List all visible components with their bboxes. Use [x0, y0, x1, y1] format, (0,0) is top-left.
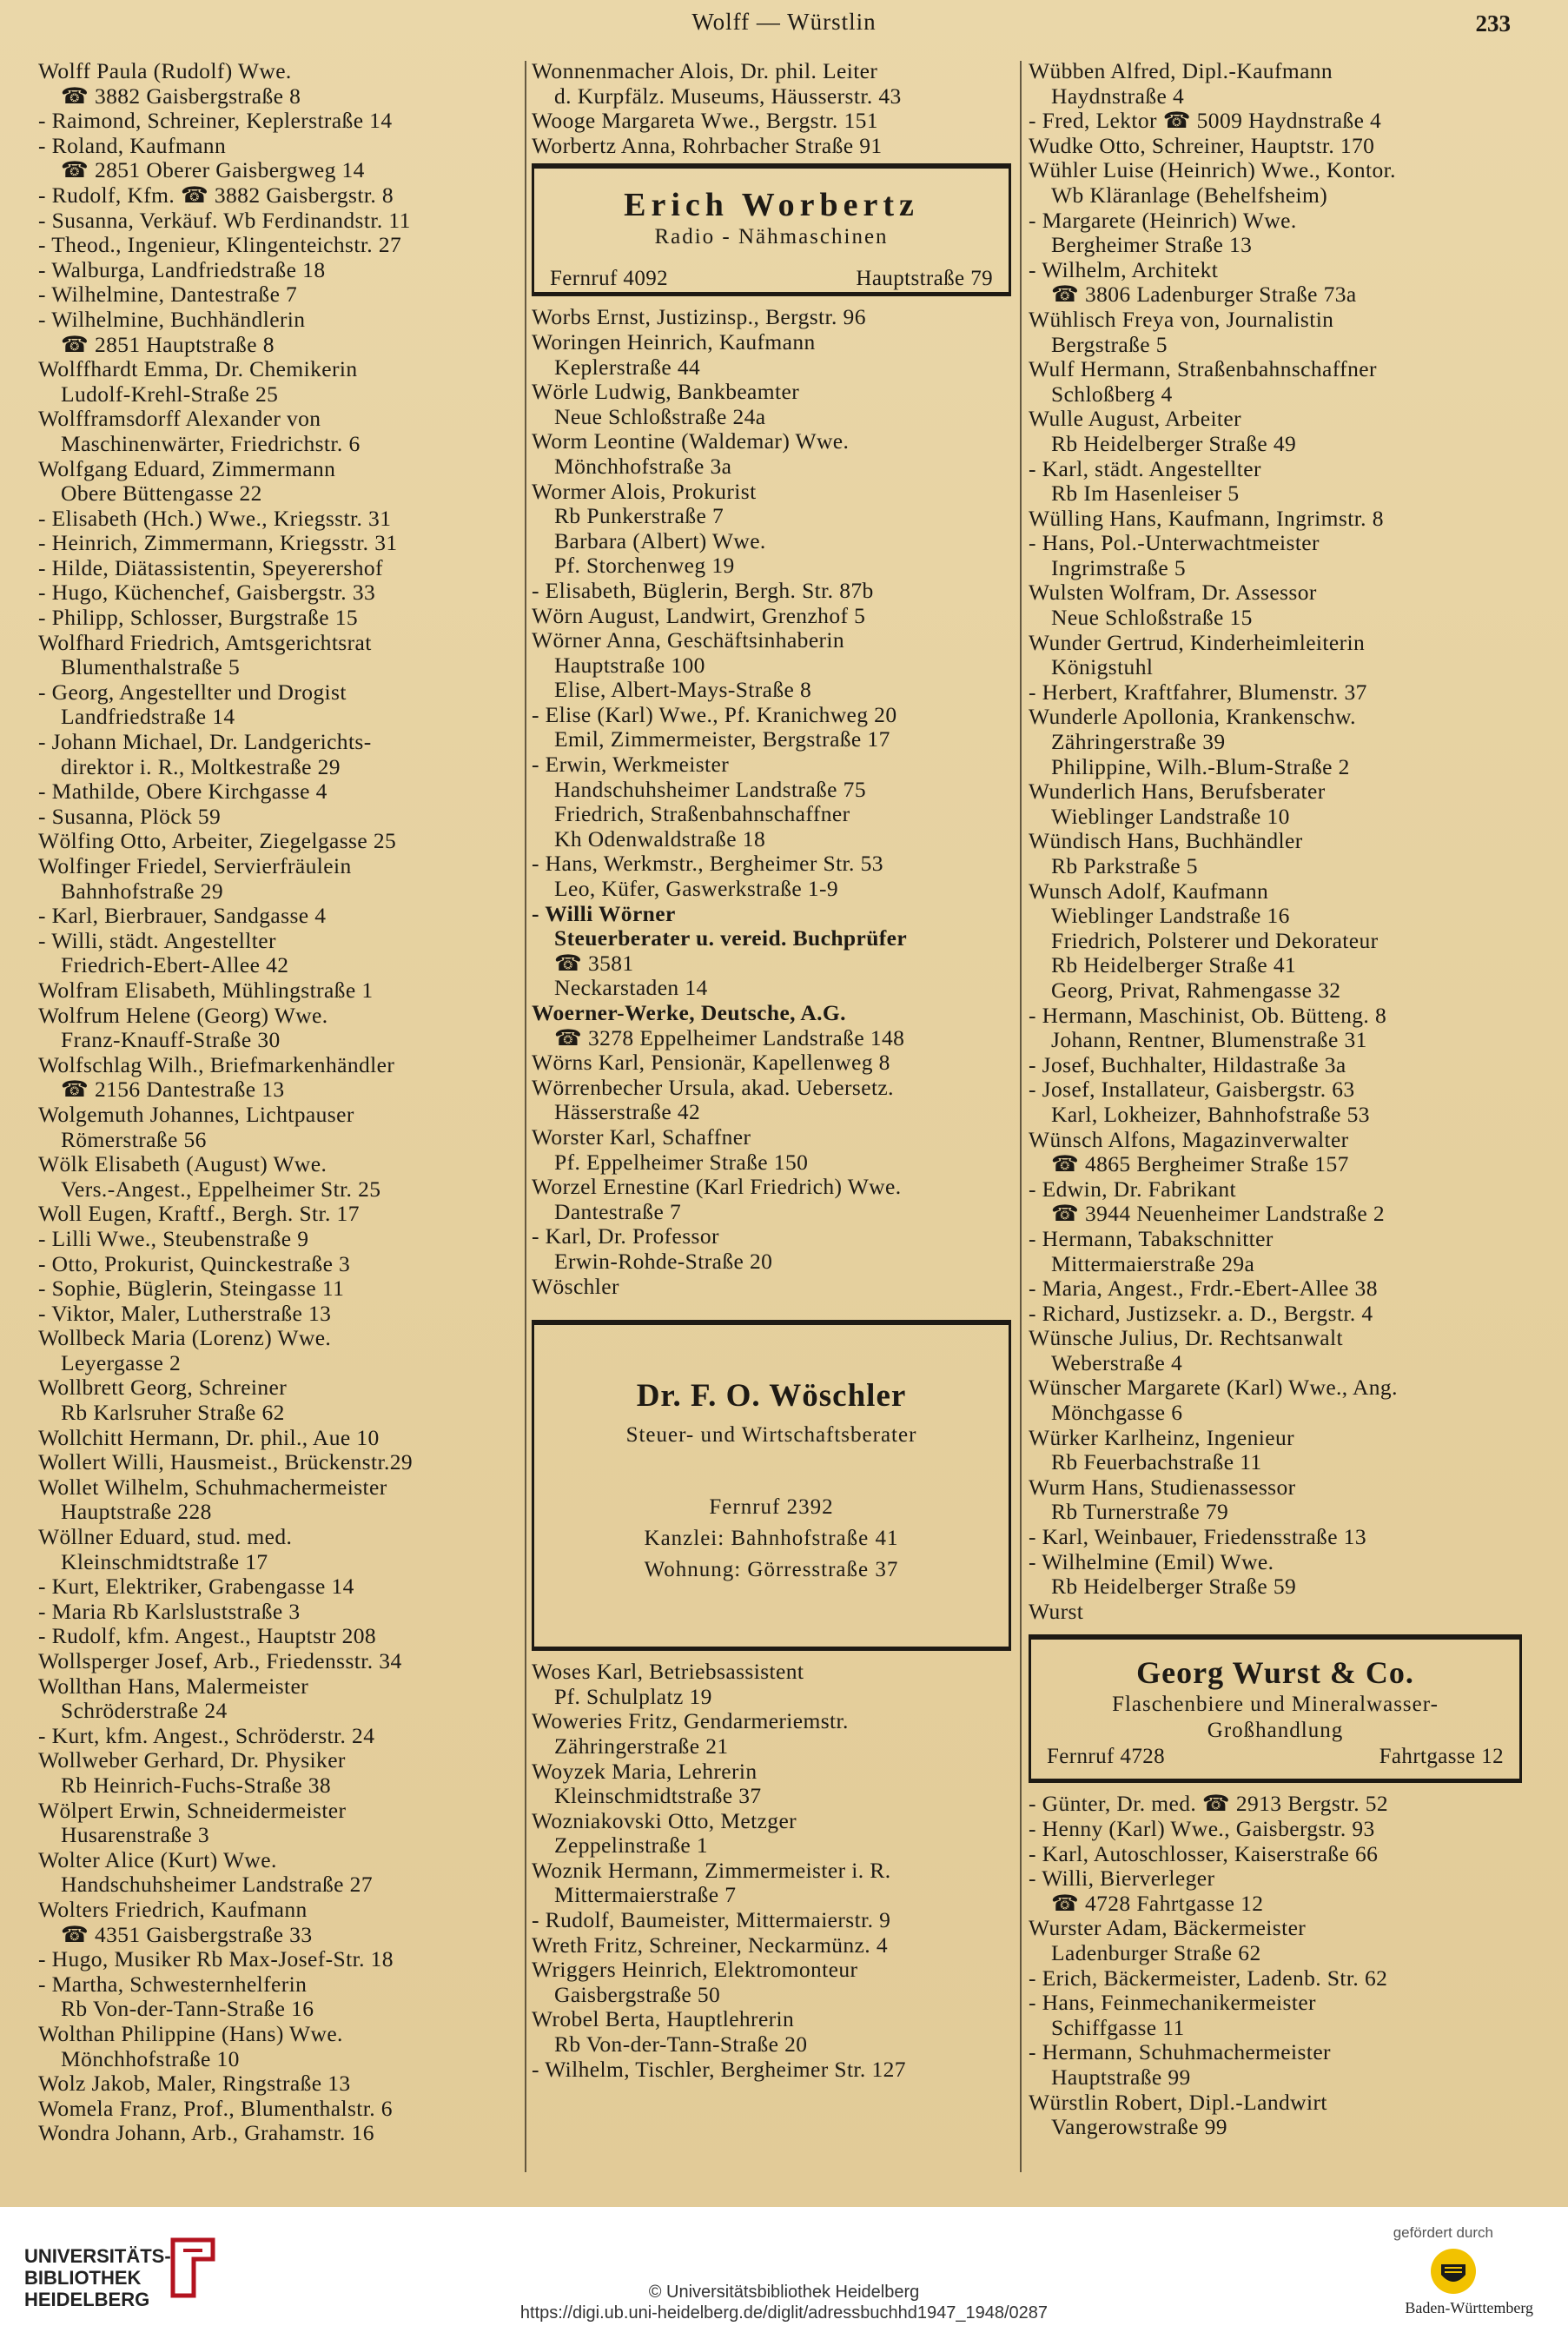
directory-entry-line: Woringen Heinrich, Kaufmann — [532, 329, 816, 355]
advert-subtitle-2: Großhandlung — [1207, 1719, 1344, 1743]
state-seal-icon — [1429, 2247, 1478, 2296]
directory-entry-line: Ingrimstraße 5 — [1051, 555, 1187, 580]
directory-entry-line: Bergstraße 5 — [1051, 332, 1168, 357]
directory-entry-line: Wb Kläranlage (Behelfsheim) — [1051, 182, 1328, 208]
advert-contact-row — [1031, 1744, 1519, 1770]
directory-entry-line: Wulsten Wolfram, Dr. Assessor — [1029, 580, 1317, 606]
directory-entry-line: Wünsche Julius, Dr. Rechtsanwalt — [1029, 1326, 1343, 1351]
directory-entry-line: - Theod., Ingenieur, Klingenteichstr. 27 — [38, 233, 402, 258]
directory-entry-line: Woses Karl, Betriebsassistent — [532, 1660, 804, 1685]
directory-entry-line: Hauptstraße 99 — [1051, 2064, 1191, 2090]
directory-entry-line: Wolfinger Friedel, Servierfräulein — [38, 854, 352, 878]
directory-entry-line: Mittermaierstraße 29a — [1051, 1251, 1255, 1276]
directory-entry-line: Wollbrett Georg, Schreiner — [38, 1375, 288, 1401]
directory-entry-line: Leo, Küfer, Gaswerkstraße 1-9 — [554, 877, 839, 902]
directory-entry-line: Rb Parkstraße 5 — [1051, 854, 1198, 878]
directory-entry-line: Wölpert Erwin, Schneidermeister — [38, 1798, 347, 1823]
running-head: Wolff — Würstlin — [691, 9, 877, 35]
directory-entry-line: Wondra Johann, Arb., Grahamstr. 16 — [38, 2121, 374, 2146]
directory-entry-line: - Hugo, Musiker Rb Max-Josef-Str. 18 — [38, 1947, 394, 1972]
footer-bar — [0, 2207, 1568, 2326]
directory-entry-line: Dantestraße 7 — [554, 1199, 682, 1224]
directory-entry-line: ☎ 3944 Neuenheimer Landstraße 2 — [1051, 1202, 1386, 1227]
directory-entry-line: ☎ 3581 — [554, 951, 634, 976]
directory-entry-line: - Willi, Bierverleger — [1029, 1866, 1215, 1892]
directory-entry-line: Worzel Ernestine (Karl Friedrich) Wwe. — [532, 1175, 902, 1200]
directory-entry-line: Rb Heinrich-Fuchs-Straße 38 — [61, 1773, 332, 1798]
directory-entry-line: Worbertz Anna, Rohrbacher Straße 91 — [532, 133, 883, 158]
directory-entry-line: Bergheimer Straße 13 — [1051, 233, 1253, 258]
directory-entry-line: Wulle August, Arbeiter — [1029, 407, 1242, 432]
directory-entry-line: - Maria Rb Karlsluststraße 3 — [38, 1599, 301, 1624]
directory-column-3 — [1029, 59, 1522, 2140]
column-divider — [1020, 61, 1022, 2172]
directory-entry-line: Kh Odenwaldstraße 18 — [554, 826, 766, 852]
directory-entry-line: ☎ 2156 Dantestraße 13 — [61, 1077, 285, 1103]
directory-entry-line: Wollbeck Maria (Lorenz) Wwe. — [38, 1326, 332, 1351]
directory-entry-line: Wolfhard Friedrich, Amtsgerichtsrat — [38, 630, 372, 655]
directory-entry-line: - Erich, Bäckermeister, Ladenb. Str. 62 — [1029, 1965, 1388, 1991]
directory-entry-line: Franz-Knauff-Straße 30 — [61, 1028, 281, 1053]
directory-entry-line: Neue Schloßstraße 24a — [554, 404, 766, 429]
directory-entry-line: - Kurt, kfm. Angest., Schröderstr. 24 — [38, 1723, 375, 1748]
directory-entry-line: Vers.-Angest., Eppelheimer Str. 25 — [61, 1176, 381, 1202]
advert-office: Kanzlei: Bahnhofstraße 41 — [644, 1527, 899, 1551]
directory-entry-line: - Josef, Installateur, Gaisbergstr. 63 — [1029, 1077, 1355, 1103]
directory-entry-line: ☎ 3806 Ladenburger Straße 73a — [1051, 282, 1357, 308]
directory-entry-line: ☎ 3278 Eppelheimer Landstraße 148 — [554, 1025, 905, 1050]
directory-entry-line: Bahnhofstraße 29 — [61, 878, 223, 904]
directory-entry-line: Schiffgasse 11 — [1051, 2015, 1185, 2040]
directory-entry-line: Wunderle Apollonia, Krankenschw. — [1029, 705, 1356, 730]
directory-entry-line: Wollweber Gerhard, Dr. Physiker — [38, 1748, 346, 1773]
directory-entry-line: ☎ 2851 Oberer Gaisbergweg 14 — [61, 158, 365, 183]
directory-entry-line: Wollert Willi, Hausmeist., Brückenstr.29 — [38, 1450, 414, 1475]
directory-entry-line: Rb Heidelberger Straße 49 — [1051, 431, 1297, 456]
directory-entry-line: Wolffhardt Emma, Dr. Chemikerin — [38, 357, 358, 382]
advert-wurst — [1029, 1634, 1522, 1783]
directory-entry-line: - Rudolf, Baumeister, Mittermaierstr. 9 — [532, 1908, 891, 1933]
directory-entry-line: - Martha, Schwesternhelferin — [38, 1971, 308, 1997]
directory-entry-line: Wurm Hans, Studienassessor — [1029, 1474, 1296, 1500]
directory-entry-line: - Wilhelm, Tischler, Bergheimer Str. 127 — [532, 2057, 906, 2082]
state-name: Baden-Württemberg — [1405, 2299, 1533, 2316]
directory-entry-line: Wörner Anna, Geschäftsinhaberin — [532, 628, 845, 653]
directory-entry-line: Wühler Luise (Heinrich) Wwe., Kontor. — [1029, 158, 1396, 183]
directory-entry-line: Kleinschmidtstraße 17 — [61, 1549, 268, 1574]
directory-entry-line: - Karl, städt. Angestellter — [1029, 456, 1261, 481]
directory-entry-line: Rb Von-der-Tann-Straße 20 — [554, 2032, 808, 2058]
directory-entry-line: Woyzek Maria, Lehrerin — [532, 1759, 758, 1784]
directory-entry-line: - Erwin, Werkmeister — [532, 752, 730, 778]
directory-entry-line: Pf. Storchenweg 19 — [554, 553, 735, 579]
logo-line: BIBLIOTHEK — [24, 2267, 142, 2289]
directory-entry-line: Wormer Alois, Prokurist — [532, 479, 757, 504]
directory-entry-line: Zähringerstraße 21 — [554, 1733, 729, 1759]
directory-entry-line: - Kurt, Elektriker, Grabengasse 14 — [38, 1574, 354, 1600]
directory-entry-line: Wunsch Adolf, Kaufmann — [1029, 878, 1269, 904]
directory-entry-line: Rb Heidelberger Straße 41 — [1051, 953, 1297, 978]
directory-entry-line: Wieblinger Landstraße 16 — [1051, 904, 1290, 929]
directory-entry-line: Wörn August, Landwirt, Grenzhof 5 — [532, 603, 866, 628]
directory-entry-line: Wöschler — [532, 1274, 619, 1299]
directory-entry-line: Mönchhofstraße 10 — [61, 2046, 240, 2071]
directory-entry-line: Emil, Zimmermeister, Bergstraße 17 — [554, 727, 890, 752]
directory-entry-line: Georg, Privat, Rahmengasse 32 — [1051, 977, 1341, 1003]
directory-entry-line: Worm Leontine (Waldemar) Wwe. — [532, 429, 850, 454]
copyright-text: © Universitätsbibliothek Heidelberg — [648, 2283, 920, 2302]
directory-entry-line: Wreth Fritz, Schreiner, Neckarmünz. 4 — [532, 1932, 888, 1958]
directory-entry-line: Rb Heidelberger Straße 59 — [1051, 1574, 1297, 1600]
advert-phone: Fernruf 4092 — [550, 267, 669, 291]
directory-entry-line: - Edwin, Dr. Fabrikant — [1029, 1176, 1236, 1202]
directory-entry-line: Neckarstaden 14 — [554, 976, 708, 1001]
column-divider — [525, 61, 526, 2172]
directory-entry-line: Wolff Paula (Rudolf) Wwe. — [38, 59, 292, 83]
directory-entry-line: Hauptstraße 100 — [554, 653, 705, 678]
advert-phone: Fernruf 4728 — [1047, 1745, 1166, 1769]
funding-label: gefördert durch — [1393, 2224, 1493, 2241]
directory-entry-line: Pf. Schulplatz 19 — [554, 1684, 712, 1709]
directory-entry-line: Wunderlich Hans, Berufsberater — [1029, 779, 1326, 805]
directory-entry-line: Wolz Jakob, Maler, Ringstraße 13 — [38, 2071, 351, 2097]
directory-entry-line: - Wilhelmine (Emil) Wwe. — [1029, 1549, 1274, 1574]
directory-entry-line: Kleinschmidtstraße 37 — [554, 1784, 762, 1809]
directory-entry-line: - Johann Michael, Dr. Landgerichts- — [38, 730, 372, 755]
directory-entry-line: Friedrich-Ebert-Allee 42 — [61, 953, 289, 978]
directory-entry-line: Wölk Elisabeth (August) Wwe. — [38, 1152, 327, 1177]
directory-entry-line: Wrobel Berta, Hauptlehrerin — [532, 2007, 795, 2032]
directory-entry-line: Wurst — [1029, 1599, 1084, 1624]
directory-entry-line: Wölfing Otto, Arbeiter, Ziegelgasse 25 — [38, 829, 397, 854]
directory-entry-line: Wolfschlag Wilh., Briefmarkenhändler — [38, 1052, 395, 1077]
directory-entry-line: - Karl, Weinbauer, Friedensstraße 13 — [1029, 1525, 1366, 1550]
directory-entry-line: Wünscher Margarete (Karl) Wwe., Ang. — [1029, 1375, 1398, 1401]
directory-entry-line: Rb Turnerstraße 79 — [1051, 1500, 1229, 1525]
directory-entry-line: - Wilhelmine, Buchhändlerin — [38, 307, 306, 332]
directory-entry-line: Wündisch Hans, Buchhändler — [1029, 829, 1303, 854]
directory-entry-line: Hauptstraße 228 — [61, 1500, 212, 1525]
directory-entry-line: Römerstraße 56 — [61, 1127, 207, 1152]
directory-column-1 — [38, 59, 516, 2146]
directory-entry-line: Wörle Ludwig, Bankbeamter — [532, 380, 800, 405]
directory-entry-line: - Karl, Bierbrauer, Sandgasse 4 — [38, 904, 327, 929]
directory-entry-line: Woerner-Werke, Deutsche, A.G. — [532, 1001, 846, 1025]
directory-entry-line: Wudke Otto, Schreiner, Hauptstr. 170 — [1029, 133, 1375, 158]
directory-entry-line: - Richard, Justizsekr. a. D., Bergstr. 4 — [1029, 1301, 1373, 1326]
directory-entry-line: Wolthan Philippine (Hans) Wwe. — [38, 2021, 343, 2046]
directory-entry-line: Mönchhofstraße 3a — [554, 454, 732, 479]
directory-entry-line: - Susanna, Plöck 59 — [38, 804, 222, 829]
directory-entry-line: Mittermaierstraße 7 — [554, 1883, 737, 1908]
advert-contact-row — [534, 266, 1009, 292]
directory-entry-line: - Elise (Karl) Wwe., Pf. Kranichweg 20 — [532, 702, 897, 727]
advert-woeschler — [532, 1320, 1011, 1651]
directory-entry-line: - Otto, Prokurist, Quinckestraße 3 — [38, 1251, 351, 1276]
directory-entry-line: Landfriedstraße 14 — [61, 705, 235, 730]
page-number: 233 — [1475, 10, 1511, 36]
directory-entry-line: Keplerstraße 44 — [554, 355, 701, 380]
directory-entry-line: Wollthan Hans, Malermeister — [38, 1673, 309, 1699]
directory-entry-line: - Elisabeth, Büglerin, Bergh. Str. 87b — [532, 578, 874, 603]
directory-entry-line: Philippine, Wilh.-Blum-Straße 2 — [1051, 754, 1350, 779]
directory-entry-line: Steuerberater u. vereid. Buchprüfer — [554, 926, 908, 951]
permalink[interactable]: https://digi.ub.uni-heidelberg.de/diglit/adressbuchhd1947_1948/0287 — [519, 2303, 1049, 2323]
advert-subtitle: Flaschenbiere und Mineralwasser- — [1112, 1693, 1439, 1717]
directory-entry-line: Handschuhsheimer Landstraße 27 — [61, 1872, 373, 1898]
directory-entry-line: Wooge Margareta Wwe., Bergstr. 151 — [532, 109, 878, 134]
logo-line: UNIVERSITÄTS- — [24, 2245, 171, 2267]
directory-entry-line: ☎ 4865 Bergheimer Straße 157 — [1051, 1152, 1349, 1177]
advert-phone: Fernruf 2392 — [709, 1495, 834, 1520]
directory-entry-line: Königstuhl — [1051, 655, 1154, 680]
directory-entry-line: - Raimond, Schreiner, Keplerstraße 14 — [38, 109, 393, 134]
directory-entry-line: - Wilhelmine, Dantestraße 7 — [38, 282, 298, 308]
directory-entry-line: Barbara (Albert) Wwe. — [554, 528, 766, 553]
advert-name: Erich Worbertz — [624, 187, 919, 224]
directory-entry-line: Wollsperger Josef, Arb., Friedensstr. 34 — [38, 1649, 402, 1673]
directory-entry-line: - Philipp, Schlosser, Burgstraße 15 — [38, 606, 359, 631]
directory-entry-line: - Fred, Lektor ☎ 5009 Haydnstraße 4 — [1029, 109, 1382, 134]
directory-entry-line: Johann, Rentner, Blumenstraße 31 — [1051, 1028, 1367, 1053]
directory-entry-line: - Elisabeth (Hch.) Wwe., Kriegsstr. 31 — [38, 506, 392, 531]
directory-entry-line: Zeppelinstraße 1 — [554, 1833, 709, 1859]
directory-entry-line: Woznik Hermann, Zimmermeister i. R. — [532, 1858, 891, 1883]
directory-entry-line: Wollet Wilhelm, Schuhmachermeister — [38, 1474, 387, 1500]
directory-entry-line: direktor i. R., Moltkestraße 29 — [61, 754, 341, 779]
directory-entry-line: Wübben Alfred, Dipl.-Kaufmann — [1029, 59, 1333, 83]
directory-entry-line: Husarenstraße 3 — [61, 1823, 209, 1848]
directory-entry-line: Zähringerstraße 39 — [1051, 730, 1226, 755]
directory-entry-line: Wörrenbecher Ursula, akad. Uebersetz. — [532, 1075, 894, 1100]
directory-entry-line: Blumenthalstraße 5 — [61, 655, 241, 680]
directory-entry-line: - Willi, städt. Angestellter — [38, 928, 276, 953]
directory-entry-line: Ladenburger Straße 62 — [1051, 1940, 1261, 1965]
directory-entry-line: - Josef, Buchhalter, Hildastraße 3a — [1029, 1052, 1346, 1077]
directory-entry-line: Wurster Adam, Bäckermeister — [1029, 1916, 1307, 1941]
directory-entry-line: Woll Eugen, Kraftf., Bergh. Str. 17 — [38, 1202, 360, 1227]
directory-entry-line: Wolfgang Eduard, Zimmermann — [38, 456, 336, 481]
directory-entry-line: Hässerstraße 42 — [554, 1100, 701, 1125]
directory-entry-line: Rb Feuerbachstraße 11 — [1051, 1450, 1262, 1475]
directory-entry-line: ☎ 4728 Fahrtgasse 12 — [1051, 1891, 1264, 1916]
directory-entry-line: - Hermann, Maschinist, Ob. Bütteng. 8 — [1029, 1003, 1387, 1028]
directory-entry-line: Wolter Alice (Kurt) Wwe. — [38, 1847, 277, 1872]
advert-worbertz — [532, 163, 1011, 296]
advert-subtitle: Steuer- und Wirtschaftsberater — [625, 1423, 917, 1448]
directory-entry-line: Haydnstraße 4 — [1051, 83, 1185, 109]
directory-entry-line: - Karl, Autoschlosser, Kaiserstraße 66 — [1029, 1841, 1379, 1866]
directory-entry-line: Rb Im Hasenleiser 5 — [1051, 481, 1240, 507]
directory-entry-line: - Georg, Angestellter und Drogist — [38, 679, 347, 705]
directory-entry-line: - Günter, Dr. med. ☎ 2913 Bergstr. 52 — [1029, 1792, 1389, 1817]
directory-entry-line: Wozniakovski Otto, Metzger — [532, 1808, 797, 1833]
advert-name: Georg Wurst & Co. — [1136, 1655, 1414, 1691]
directory-entry-line: - Susanna, Verkäuf. Wb Ferdinandstr. 11 — [38, 208, 411, 233]
directory-entry-line: Worster Karl, Schaffner — [532, 1124, 751, 1150]
directory-entry-line: Wunder Gertrud, Kinderheimleiterin — [1029, 630, 1366, 655]
directory-entry-line: - Hermann, Tabakschnitter — [1029, 1226, 1274, 1251]
directory-entry-line: - Maria, Angest., Frdr.-Ebert-Allee 38 — [1029, 1276, 1378, 1302]
directory-entry-line: - Hilde, Diätassistentin, Speyerershof — [38, 555, 383, 580]
page-header — [0, 7, 1568, 42]
directory-entry-line: Obere Büttengasse 22 — [61, 481, 262, 507]
directory-entry-line: Neue Schloßstraße 15 — [1051, 606, 1253, 631]
directory-entry-line: Gaisbergstraße 50 — [554, 1982, 721, 2007]
directory-entry-line: Karl, Lokheizer, Bahnhofstraße 53 — [1051, 1102, 1370, 1127]
directory-entry-line: - Karl, Dr. Professor — [532, 1224, 719, 1249]
directory-entry-line: - Sophie, Büglerin, Steingasse 11 — [38, 1276, 345, 1302]
directory-entry-line: Wünsch Alfons, Magazinverwalter — [1029, 1127, 1349, 1152]
directory-entry-line: Wöllner Eduard, stud. med. — [38, 1525, 293, 1550]
directory-entry-line: Maschinenwärter, Friedrichstr. 6 — [61, 431, 361, 456]
advert-residence: Wohnung: Görresstraße 37 — [644, 1558, 899, 1582]
directory-entry-line: - Rudolf, kfm. Angest., Hauptstr 208 — [38, 1624, 377, 1649]
advert-details — [534, 1448, 1009, 1586]
directory-entry-line: - Heinrich, Zimmermann, Kriegsstr. 31 — [38, 531, 398, 556]
directory-entry-line: - Rudolf, Kfm. ☎ 3882 Gaisbergstr. 8 — [38, 182, 394, 208]
directory-entry-line: Ludolf-Krehl-Straße 25 — [61, 381, 279, 407]
directory-entry-line: - Herbert, Kraftfahrer, Blumenstr. 37 — [1029, 679, 1367, 705]
directory-entry-line: Wolfrum Helene (Georg) Wwe. — [38, 1003, 328, 1028]
directory-entry-line: - Hans, Pol.-Unterwachtmeister — [1029, 531, 1320, 556]
directory-entry-line: ☎ 4351 Gaisbergstraße 33 — [61, 1922, 313, 1947]
logo-line: HEIDELBERG — [24, 2289, 150, 2310]
directory-entry-line: Wühlisch Freya von, Journalistin — [1029, 307, 1334, 332]
advert-address: Hauptstraße 79 — [856, 267, 993, 291]
directory-entry-line: ☎ 3882 Gaisbergstraße 8 — [61, 83, 301, 109]
directory-entry-line: - Roland, Kaufmann — [38, 133, 227, 158]
directory-entry-line: - Margarete (Heinrich) Wwe. — [1029, 208, 1297, 233]
directory-entry-line: Wonnenmacher Alois, Dr. phil. Leiter — [532, 59, 878, 83]
directory-entry-line: - Willi Wörner — [532, 901, 676, 926]
directory-entry-line: Worbs Ernst, Justizinsp., Bergstr. 96 — [532, 305, 866, 330]
directory-entry-line: - Lilli Wwe., Steubenstraße 9 — [38, 1226, 309, 1251]
directory-entry-line: Rb Von-der-Tann-Straße 16 — [61, 1997, 314, 2022]
directory-entry-line: Friedrich, Straßenbahnschaffner — [554, 802, 850, 827]
copyright-notice — [0, 2282, 1568, 2323]
directory-entry-line: Schloßberg 4 — [1051, 381, 1173, 407]
advert-subtitle: Radio - Nähmaschinen — [654, 225, 889, 249]
directory-entry-line: Wriggers Heinrich, Elektromonteur — [532, 1958, 858, 1983]
directory-entry-line: Wollchitt Hermann, Dr. phil., Aue 10 — [38, 1425, 380, 1450]
directory-entry-line: Woweries Fritz, Gendarmeriemstr. — [532, 1709, 849, 1734]
advert-address: Fahrtgasse 12 — [1379, 1745, 1504, 1769]
directory-entry-line: Leyergasse 2 — [61, 1350, 182, 1375]
directory-entry-line: Wolfram Elisabeth, Mühlingstraße 1 — [38, 977, 374, 1003]
directory-entry-line: Schröderstraße 24 — [61, 1699, 228, 1724]
directory-entry-line: Würker Karlheinz, Ingenieur — [1029, 1425, 1295, 1450]
directory-entry-line: Wörns Karl, Pensionär, Kapellenweg 8 — [532, 1050, 890, 1076]
directory-entry-line: - Hermann, Schuhmachermeister — [1029, 2040, 1331, 2065]
directory-entry-line: Pf. Eppelheimer Straße 150 — [554, 1150, 809, 1175]
directory-entry-line: - Hugo, Küchenchef, Gaisbergstr. 33 — [38, 580, 376, 606]
directory-entry-line: Womela Franz, Prof., Blumenthalstr. 6 — [38, 2096, 393, 2121]
directory-entry-line: Weberstraße 4 — [1051, 1350, 1183, 1375]
directory-entry-line: Handschuhsheimer Landstraße 75 — [554, 777, 866, 802]
directory-column-2 — [532, 59, 1011, 2082]
directory-entry-line: Wolfframsdorff Alexander von — [38, 407, 321, 432]
directory-entry-line: Vangerowstraße 99 — [1051, 2115, 1227, 2140]
directory-entry-line: Rb Karlsruher Straße 62 — [61, 1401, 285, 1426]
directory-entry-line: Elise, Albert-Mays-Straße 8 — [554, 678, 812, 703]
advert-name: Dr. F. O. Wöschler — [636, 1378, 907, 1415]
directory-entry-line: - Hans, Feinmechanikermeister — [1029, 1991, 1316, 2016]
directory-entry-line: Rb Punkerstraße 7 — [554, 504, 724, 529]
directory-entry-line: ☎ 2851 Hauptstraße 8 — [61, 332, 275, 357]
directory-entry-line: - Mathilde, Obere Kirchgasse 4 — [38, 779, 327, 805]
directory-entry-line: d. Kurpfälz. Museums, Häusserstr. 43 — [554, 83, 902, 109]
directory-entry-line: - Viktor, Maler, Lutherstraße 13 — [38, 1301, 332, 1326]
directory-entry-line: - Wilhelm, Architekt — [1029, 257, 1219, 282]
directory-entry-line: - Henny (Karl) Wwe., Gaisbergstr. 93 — [1029, 1817, 1375, 1841]
directory-entry-line: Wieblinger Landstraße 10 — [1051, 804, 1290, 829]
directory-entry-line: Mönchgasse 6 — [1051, 1401, 1183, 1426]
directory-entry-line: Wolters Friedrich, Kaufmann — [38, 1897, 308, 1922]
directory-entry-line: Wülling Hans, Kaufmann, Ingrimstr. 8 — [1029, 506, 1384, 531]
directory-entry-line: Wolgemuth Johannes, Lichtpauser — [38, 1102, 354, 1127]
directory-entry-line: Erwin-Rohde-Straße 20 — [554, 1249, 773, 1274]
directory-entry-line: Friedrich, Polsterer und Dekorateur — [1051, 928, 1379, 953]
directory-entry-line: - Hans, Werkmstr., Bergheimer Str. 53 — [532, 852, 883, 877]
directory-entry-line: Würstlin Robert, Dipl.-Landwirt — [1029, 2090, 1327, 2115]
directory-entry-line: Wulf Hermann, Straßenbahnschaffner — [1029, 357, 1377, 382]
directory-entry-line: - Walburga, Landfriedstraße 18 — [38, 257, 326, 282]
